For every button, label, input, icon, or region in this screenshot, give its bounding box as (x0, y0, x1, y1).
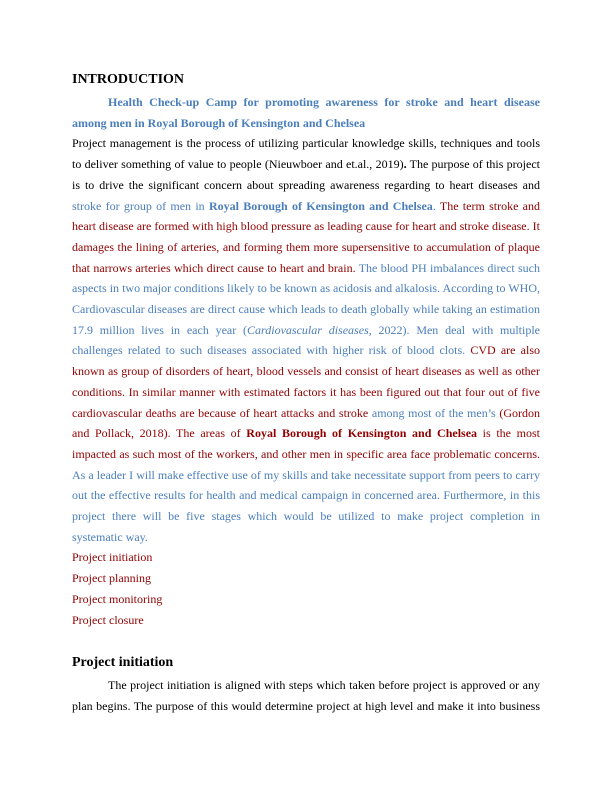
project-subtitle: Health Check-up Camp for promoting awareness for stroke and heart disease among men in Royal Borough of Kensington and Chelsea (72, 95, 540, 130)
stage-item: Project initiation (72, 550, 153, 565)
intro-text-run: As a leader I will make effective use of my skills and take necessitate support from peers to carry out the effective results for health and medical campaign in concerned area. Furthermore, in this project there will be five stages which would be utilized to make project completion in systematic way. (72, 467, 540, 544)
intro-text-run: stroke for group of men in (72, 198, 209, 213)
section-paragraph: The project initiation is aligned with steps which taken before project is approved or any plan begins. The purpose of this would determine project at high level and make it into business (72, 678, 540, 713)
intro-text-run: is the most impacted as such most of the workers, and other men in specific area face problematic concerns. (72, 426, 540, 461)
stage-item: Project closure (72, 612, 144, 627)
intro-text-run: CVD are also known as group of disorders of heart, blood vessels and consist of heart diseases as well as other conditions. In similar manner with estimated factors it has been figured out that four out of five cardiovascular deaths are because of heart attacks and stroke (72, 343, 540, 420)
stage-item: Project planning (72, 571, 151, 586)
intro-text-run: (Gordon and Pollack, 2018). The areas of (72, 405, 540, 441)
intro-text-run: . (403, 157, 407, 172)
intro-text-run: The term stroke and heart disease are formed with high blood pressure as leading cause for heart and stroke disease. It damages the lining of arteries, and forming them more supersensitive to accumulation of plaque that narrows arteries which direct cause to heart and brain. (72, 198, 540, 275)
page-content (72, 68, 540, 717)
project-stages-list (72, 547, 540, 630)
intro-text-run: Royal Borough of Kensington and Chelsea (246, 426, 478, 441)
intro-text-run: Project management is the process of utilizing particular knowledge skills, techniques and tools to deliver something of value to people (Nieuwboer and et.al., 2019) (72, 136, 540, 172)
introduction-heading: INTRODUCTION (72, 72, 185, 87)
section-heading: Project initiation (72, 655, 174, 671)
stage-item: Project monitoring (72, 591, 163, 606)
intro-text-run: . (432, 198, 440, 213)
intro-text-run: , 2022). Men deal with multiple challenges related to such diseases associated with higher risk of blood clots. (72, 322, 541, 358)
intro-text-run: among most of the men’s (368, 405, 496, 420)
intro-text-run: Royal Borough of Kensington and Chelsea (208, 198, 433, 213)
intro-text-run: The blood PH imbalances direct such aspects in two major conditions likely to be known as acidosis and alkalosis. According to WHO, Cardiovascular diseases are direct cause which leads to death globally while taking an estimation 17.9 million lives in each year ( (72, 260, 540, 337)
intro-citation-title: Cardiovascular diseases (247, 322, 369, 337)
intro-text-run: The purpose of this project is to drive the significant concern about spreading awareness regarding to heart diseases and (72, 157, 540, 192)
introduction-paragraph (72, 133, 540, 547)
